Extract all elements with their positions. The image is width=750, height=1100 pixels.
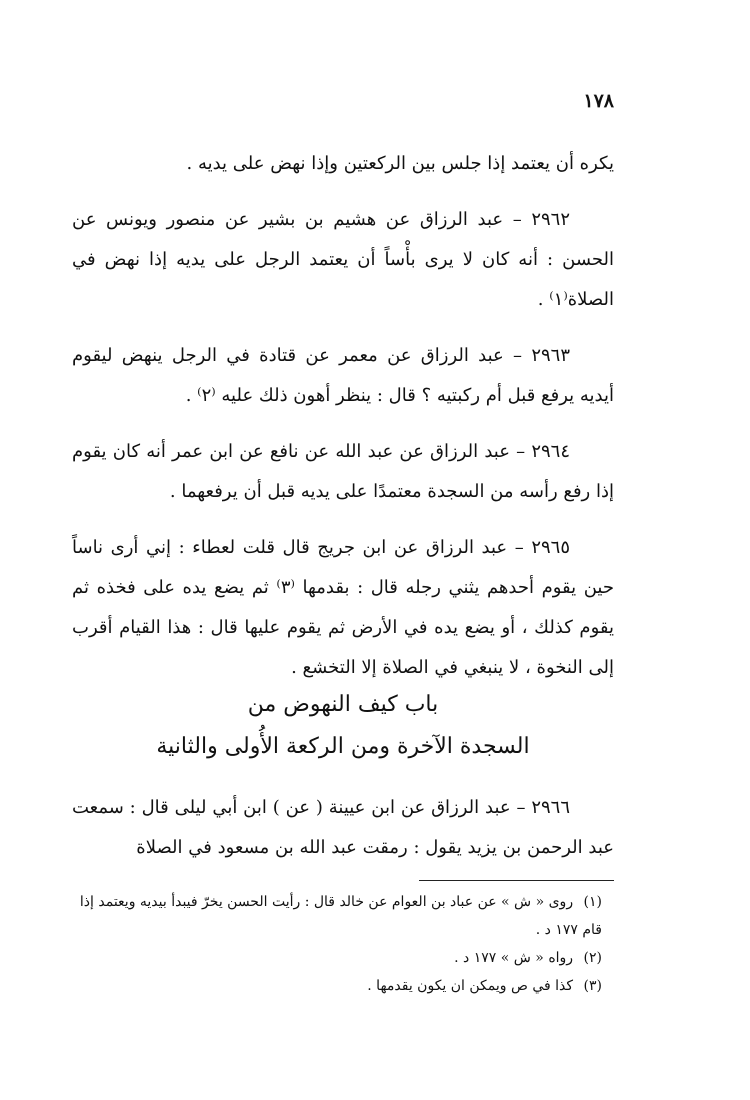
footnote-text: كذا في ص ويمكن ان يكون يقدمها . bbox=[367, 978, 574, 994]
hadith-2963: ٢٩٦٣ – عبد الرزاق عن معمر عن قتادة في الرجل ينهض ليقوم أيديه يرفع قبل أم ركبتيه ؟ قال : ينظر أهون ذلك عليه ⁽٢⁾ . bbox=[72, 345, 614, 406]
footnote-text: روى « ش » عن عباد بن العوام عن خالد قال : رأيت الحسن يخرّ فيبدأ بيديه ويعتمد إذا قام ١٧٧ د . bbox=[79, 894, 602, 938]
footnote-2 bbox=[72, 944, 614, 972]
book-page bbox=[72, 88, 614, 1088]
footnotes bbox=[72, 888, 614, 1000]
paragraph-continuation: يكره أن يعتمد إذا جلس بين الركعتين وإذا نهض على يديه . bbox=[186, 153, 614, 174]
hadith-2965: ٢٩٦٥ – عبد الرزاق عن ابن جريج قال قلت لعطاء : إني أرى ناساً حين يقوم أحدهم يثني رجله قال : بقدمها ⁽٣⁾ ثم يضع يده على فخذه ثم يقوم كذلك ، أو يضع يده في الأرض ثم يقوم عليها قال : هذا القيام أقرب إلى النخوة ، لا ينبغي في الصلاة إلا التخشع . bbox=[72, 537, 614, 678]
footnote-3 bbox=[72, 972, 614, 1000]
footnote-text: رواه « ش » ١٧٧ د . bbox=[454, 950, 574, 966]
footnote-number: (٢) bbox=[583, 950, 602, 966]
chapter-heading bbox=[72, 684, 614, 768]
footnote-divider bbox=[419, 880, 614, 881]
hadith-2966: ٢٩٦٦ – عبد الرزاق عن ابن عيينة ( عن ) ابن أبي ليلى قال : سمعت عبد الرحمن بن يزيد يقول : رمقت عبد الله بن مسعود في الصلاة bbox=[72, 797, 614, 858]
footnote-number: (٣) bbox=[583, 978, 602, 994]
footnote-number: (١) bbox=[583, 894, 602, 910]
chapter-title-line-2: السجدة الآخرة ومن الركعة الأُولى والثانية bbox=[156, 734, 530, 759]
chapter-title-line-1: باب كيف النهوض من bbox=[247, 692, 439, 717]
footnote-1 bbox=[72, 888, 614, 944]
chapter-text bbox=[72, 788, 614, 868]
main-text bbox=[72, 144, 614, 704]
hadith-2964: ٢٩٦٤ – عبد الرزاق عن عبد الله عن نافع عن ابن عمر أنه كان يقوم إذا رفع رأسه من السجدة معتمدًا على يديه قبل أن يرفعهما . bbox=[72, 441, 614, 502]
hadith-2962: ٢٩٦٢ – عبد الرزاق عن هشيم بن بشير عن منصور ويونس عن الحسن : أنه كان لا يرى بأْساً أن يعتمد الرجل على يديه إذا نهض في الصلاة⁽١⁾ . bbox=[72, 209, 614, 310]
page-number: ١٧٨ bbox=[583, 90, 614, 112]
